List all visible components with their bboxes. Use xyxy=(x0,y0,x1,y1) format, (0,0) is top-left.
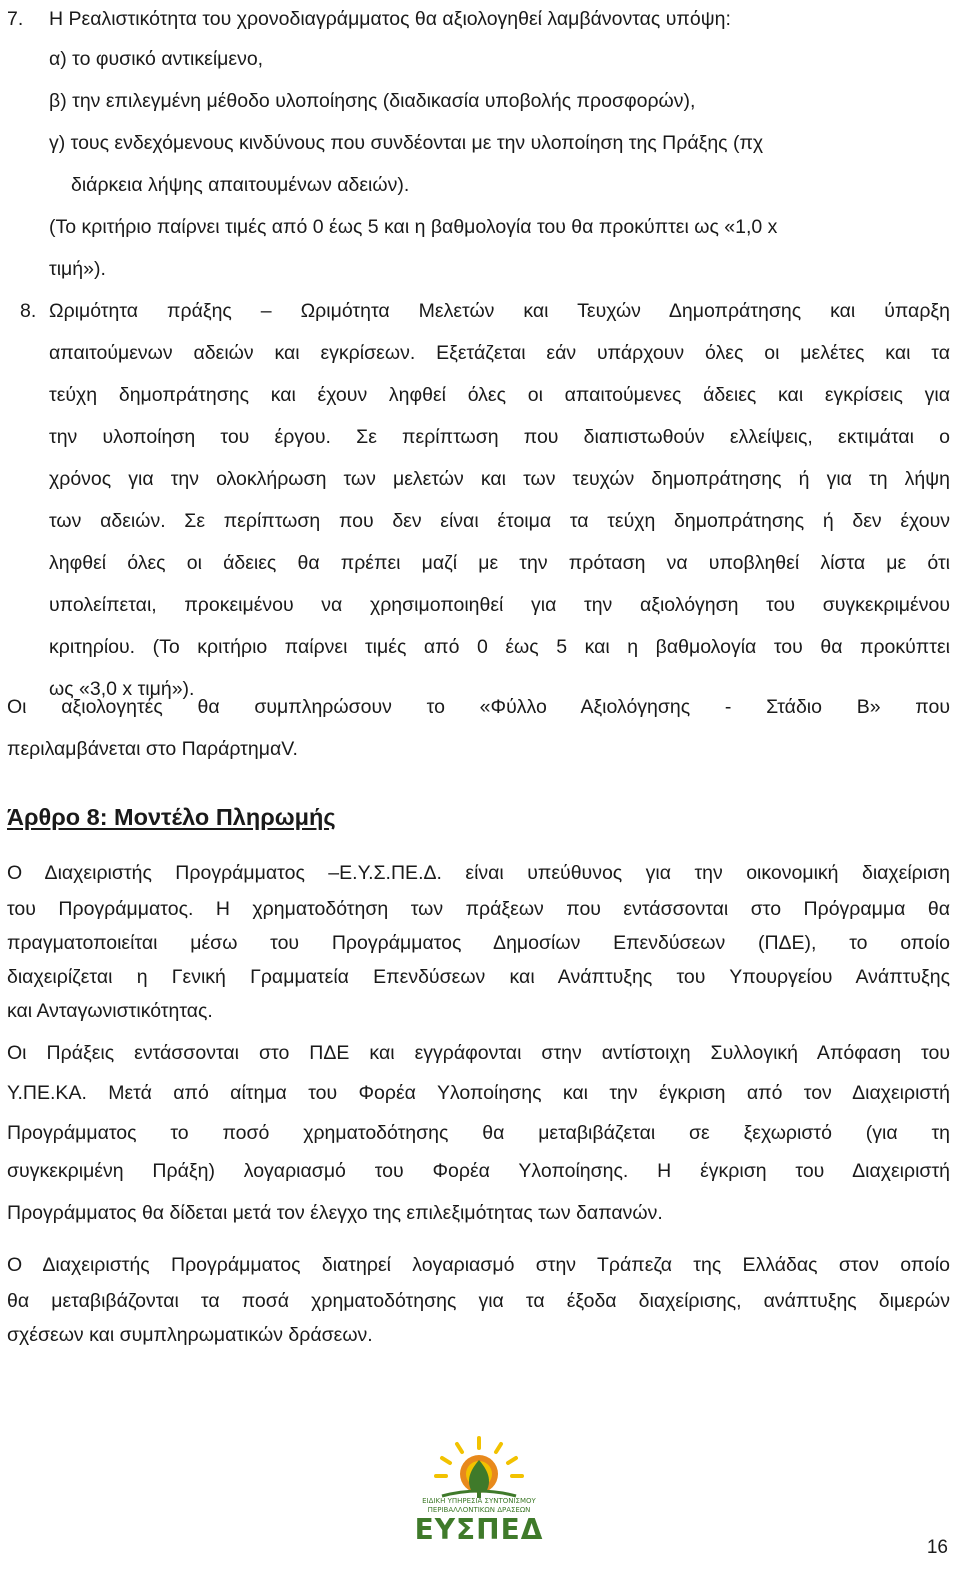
item-7-line: β) την επιλεγμένη μέθοδο υλοποίησης (διαδικασία υποβολής προσφορών), xyxy=(49,90,696,112)
item-7-line: διάρκεια λήψης απαιτουμένων αδειών). xyxy=(71,174,410,196)
page-number: 16 xyxy=(926,1537,948,1558)
paragraph-2-line: Οι Πράξεις εντάσσονται στο ΠΔΕ και εγγράφονται στην αντίστοιχη Συλλογική Απόφαση του xyxy=(7,1042,950,1064)
paragraph-2-line: Υ.ΠΕ.ΚΑ. Μετά από αίτημα του Φορέα Υλοποίησης και την έγκριση από τον Διαχειριστή xyxy=(7,1082,950,1104)
paragraph-1-line: Ο Διαχειριστής Προγράμματος –Ε.Υ.Σ.ΠΕ.Δ. είναι υπεύθυνος για την οικονομική διαχείριση xyxy=(7,862,950,884)
logo-small-text: ΠΕΡΙΒΑΛΛΟΝΤΙΚΩΝ ΔΡΑΣΕΩΝ xyxy=(427,1506,531,1514)
evaluators-line: Οι αξιολογητές θα συμπληρώσουν το «Φύλλο Αξιολόγησης - Στάδιο Β» που xyxy=(7,696,950,718)
evaluators-line: περιλαμβάνεται στο ΠαράρτημαV. xyxy=(7,738,298,760)
item-8-line: των αδειών. Σε περίπτωση που δεν είναι έτοιμα τα τεύχη δημοπράτησης ή δεν έχουν xyxy=(49,510,950,532)
logo-small-text: ΕΙΔΙΚΗ ΥΠΗΡΕΣΙΑ ΣΥΝΤΟΝΙΣΜΟΥ xyxy=(422,1497,536,1505)
item-8-line: την υλοποίηση του έργου. Σε περίπτωση που διαπιστωθούν ελλείψεις, εκτιμάται ο xyxy=(49,426,950,448)
item-7-line: τιμή»). xyxy=(49,258,106,280)
item-7-line: Η Ρεαλιστικότητα του χρονοδιαγράμματος θα αξιολογηθεί λαμβάνοντας υπόψη: xyxy=(49,8,731,30)
paragraph-3-line: Ο Διαχειριστής Προγράμματος διατηρεί λογαριασμό στην Τράπεζα της Ελλάδας στον οποίο xyxy=(7,1254,950,1276)
paragraph-2-line: Προγράμματος το ποσό χρηματοδότησης θα μεταβιβάζεται σε ξεχωριστό (για τη xyxy=(7,1122,950,1144)
item-7-line: γ) τους ενδεχόμενους κινδύνους που συνδέονται με την υλοποίηση της Πράξης (πχ xyxy=(49,132,764,154)
item-8-line: υπολείπεται, προκειμένου να χρησιμοποιηθεί για την αξιολόγηση του συγκεκριμένου xyxy=(49,594,950,616)
item-8-line: ληφθεί όλες οι άδειες θα πρέπει μαζί με την πρόταση να υποβληθεί λίστα με ότι xyxy=(49,552,950,574)
item-8-number: 8. xyxy=(20,300,37,322)
paragraph-1-line: του Προγράμματος. Η χρηματοδότηση των πράξεων που εντάσσονται στο Πρόγραμμα θα xyxy=(7,898,950,920)
paragraph-1-line: πραγματοποιείται μέσω του Προγράμματος Δημοσίων Επενδύσεων (ΠΔΕ), το οποίο xyxy=(7,932,950,954)
paragraph-1-line: διαχειρίζεται η Γενική Γραμματεία Επενδύσεων και Ανάπτυξης του Υπουργείου Ανάπτυξης xyxy=(7,966,950,988)
paragraph-3-line: θα μεταβιβάζονται τα ποσά χρηματοδότησης για τα έξοδα διαχείρισης, ανάπτυξης διμερών xyxy=(7,1290,950,1312)
paragraph-3-line: σχέσεων και συμπληρωματικών δράσεων. xyxy=(7,1324,373,1346)
item-8-line: απαιτούμενων αδειών και εγκρίσεων. Εξετάζεται εάν υπάρχουν όλες οι μελέτες και τα xyxy=(49,342,950,364)
article-heading: Άρθρο 8: Μοντέλο Πληρωμής xyxy=(7,804,336,830)
logo-name: ΕΥΣΠΕΔ xyxy=(414,1513,544,1546)
item-8-line: Ωριμότητα πράξης – Ωριμότητα Μελετών και Τευχών Δημοπράτησης και ύπαρξη xyxy=(49,300,950,322)
item-7-line: α) το φυσικό αντικείμενο, xyxy=(49,48,264,70)
paragraph-2-line: συγκεκριμένη Πράξη) λογαριασμό του Φορέα Υλοποίησης. Η έγκριση του Διαχειριστή xyxy=(7,1160,950,1182)
item-8-line: κριτηρίου. (Το κριτήριο παίρνει τιμές από 0 έως 5 και η βαθμολογία του θα προκύπτει xyxy=(49,636,950,658)
item-8-line: χρόνος για την ολοκλήρωση των μελετών και των τευχών δημοπράτησης ή για τη λήψη xyxy=(49,468,950,490)
eyspe-logo xyxy=(412,1434,546,1544)
paragraph-2-line: Προγράμματος θα δίδεται μετά τον έλεγχο της επιλεξιμότητας των δαπανών. xyxy=(7,1202,663,1224)
item-8-line: ως «3,0 x τιμή»). xyxy=(49,678,195,700)
item-7-number: 7. xyxy=(7,8,24,30)
item-8-line: τεύχη δημοπράτησης και έχουν ληφθεί όλες οι απαιτούμενες άδειες και εγκρίσεις για xyxy=(49,384,950,406)
paragraph-1-line: και Ανταγωνιστικότητας. xyxy=(7,1000,213,1022)
item-7-line: (Το κριτήριο παίρνει τιμές από 0 έως 5 και η βαθμολογία του θα προκύπτει ως «1,0 x xyxy=(49,216,778,238)
